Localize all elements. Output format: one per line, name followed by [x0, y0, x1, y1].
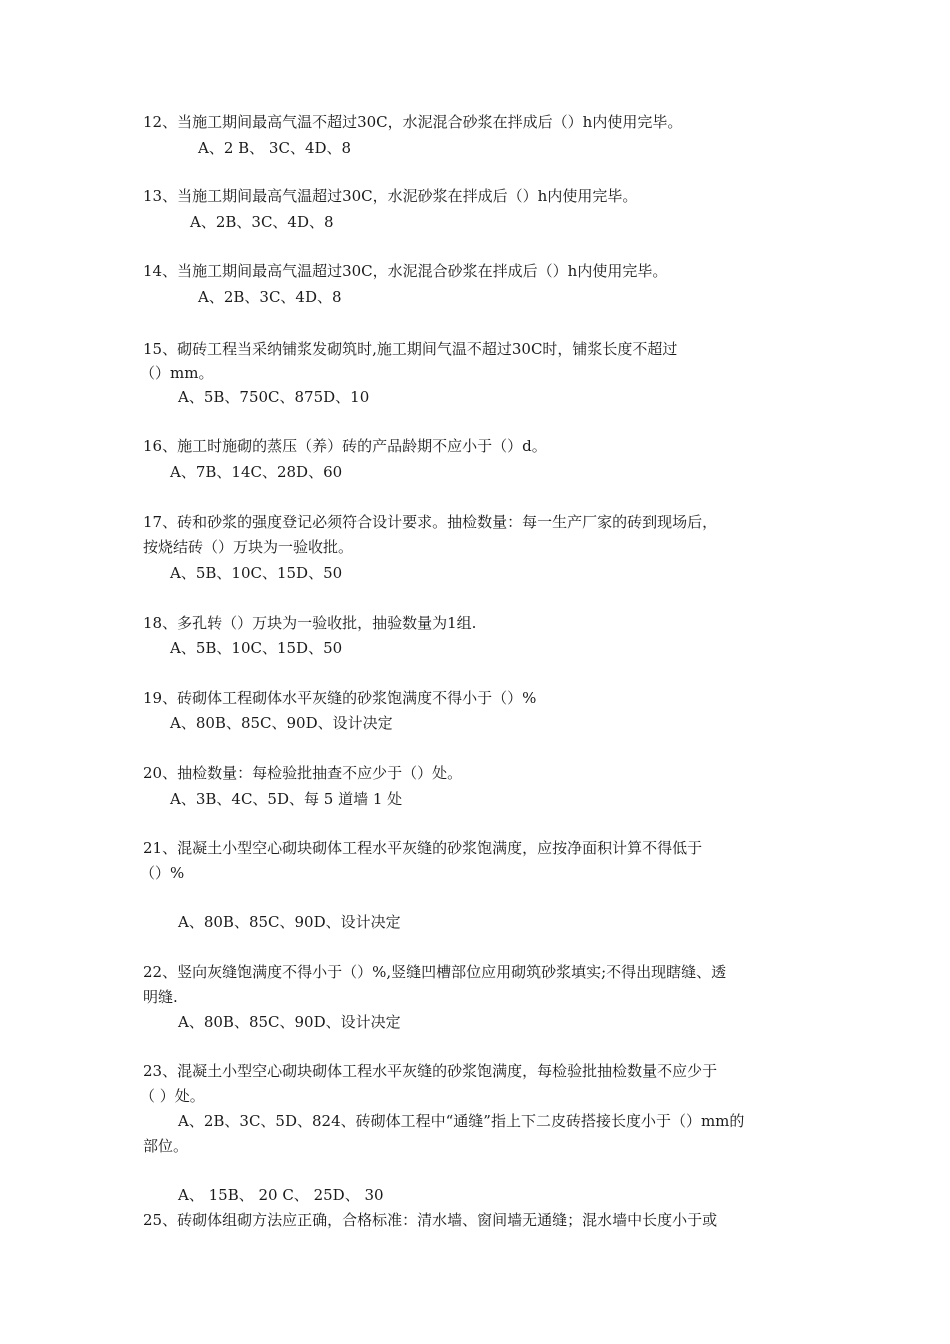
options-15: A、5B、750C、875D、10 [178, 388, 370, 406]
question-20: 20、抽检数量：每检验批抽查不应少于（）处。 [143, 764, 463, 782]
options-16: A、7B、14C、28D、60 [170, 463, 343, 481]
question-17-continued: 按烧结砖（）万块为一验收批。 [143, 538, 354, 556]
question-18: 18、多孔转（）万块为一验收批，抽验数量为1组. [143, 614, 477, 632]
options-23-and-question-24: A、2B、3C、5D、824、砖砌体工程中“通缝”指上下二皮砖搭接长度小于（）mm的 [178, 1112, 745, 1130]
question-21-continued: （）% [140, 864, 185, 882]
question-23-continued: （ ）处。 [140, 1087, 205, 1105]
question-15-continued: （）mm。 [140, 364, 214, 382]
options-21: A、80B、85C、90D、设计决定 [178, 913, 401, 931]
options-22: A、80B、85C、90D、设计决定 [178, 1013, 401, 1031]
question-25: 25、砖砌体组砌方法应正确，合格标准：清水墙、窗间墙无通缝；混水墙中长度小于或 [143, 1211, 718, 1229]
options-13: A、2B、3C、4D、8 [190, 213, 334, 231]
question-17: 17、砖和砂浆的强度登记必须符合设计要求。抽检数量：每一生产厂家的砖到现场后， [143, 513, 718, 531]
options-20: A、3B、4C、5D、每 5 道墙 1 处 [170, 790, 403, 808]
options-17: A、5B、10C、15D、50 [170, 564, 343, 582]
question-16: 16、施工时施砌的蒸压（养）砖的产品龄期不应小于（）d。 [143, 437, 547, 455]
question-19: 19、砖砌体工程砌体水平灰缝的砂浆饱满度不得小于（）% [143, 689, 537, 707]
options-12: A、2 B、 3C、4D、8 [198, 139, 352, 157]
question-21: 21、混凝土小型空心砌块砌体工程水平灰缝的砂浆饱满度，应按净面积计算不得低于 [143, 839, 703, 857]
question-23: 23、混凝土小型空心砌块砌体工程水平灰缝的砂浆饱满度，每检验批抽检数量不应少于 [143, 1062, 718, 1080]
question-12: 12、当施工期间最高气温不超过30C，水泥混合砂浆在拌成后（）h内使用完毕。 [143, 113, 683, 131]
question-15: 15、砌砖工程当采纳铺浆发砌筑时,施工期间气温不超过30C时，铺浆长度不超过 [143, 340, 678, 358]
options-18: A、5B、10C、15D、50 [170, 639, 343, 657]
question-22-continued: 明缝. [143, 988, 178, 1006]
question-24-continued: 部位。 [143, 1137, 189, 1155]
options-19: A、80B、85C、90D、设计决定 [170, 714, 393, 732]
question-13: 13、当施工期间最高气温超过30C，水泥砂浆在拌成后（）h内使用完毕。 [143, 187, 638, 205]
options-14: A、2B、3C、4D、8 [198, 288, 342, 306]
question-14: 14、当施工期间最高气温超过30C，水泥混合砂浆在拌成后（）h内使用完毕。 [143, 262, 668, 280]
question-22: 22、竖向灰缝饱满度不得小于（）%,竖缝凹槽部位应用砌筑砂浆填实;不得出现瞎缝、透 [143, 963, 727, 981]
options-24: A、 15B、 20 C、 25D、 30 [178, 1186, 384, 1204]
